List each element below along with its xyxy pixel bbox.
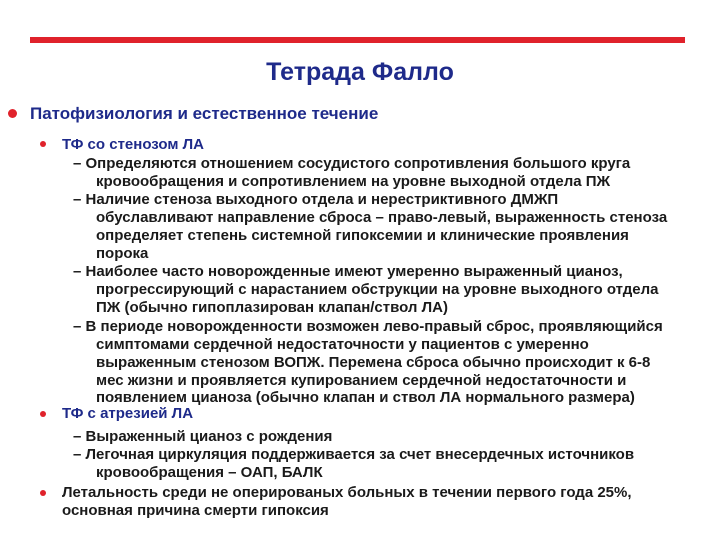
- subitem-line: обуславливают направление сброса – право-левый, выраженность стеноза: [96, 209, 668, 226]
- level2-bullet: [40, 411, 46, 417]
- subitem-line: прогрессирующий с нарастанием обструкции на уровне выходного отдела: [96, 281, 659, 298]
- subitem-line: появлением цианоза (обычно клапан и ствол ЛА нормального размера): [96, 389, 635, 406]
- subitem-line: кровообращения и сопротивлением на уровне выходной отдела ПЖ: [96, 173, 611, 190]
- subitem-line: – Определяются отношением сосудистого сопротивления большого круга: [73, 155, 631, 172]
- section-heading: Патофизиология и естественное течение: [30, 104, 379, 123]
- slide-title: Тетрада Фалло: [266, 58, 454, 86]
- subitem-line: – Наиболее часто новорожденные имеют умеренно выраженный цианоз,: [73, 263, 623, 280]
- item-label: Летальность среди не оперированых больных в течении первого года 25%,: [62, 484, 632, 501]
- subitem-line: симптомами сердечной недостаточности у пациентов с умеренно: [96, 336, 589, 353]
- level1-bullet: [8, 109, 17, 118]
- item-label-continued: основная причина смерти гипоксия: [62, 502, 329, 519]
- subitem-line: – Выраженный цианоз с рождения: [73, 428, 333, 445]
- subitem-line: – В периоде новорожденности возможен лево-правый сброс, проявляющийся: [73, 318, 663, 335]
- subitem-line: ПЖ (обычно гипоплазирован клапан/ствол ЛА): [96, 299, 448, 316]
- level2-bullet: [40, 490, 46, 496]
- subitem-line: определяет степень системной гипоксемии и клинические проявления: [96, 227, 629, 244]
- item-label: ТФ со стенозом ЛА: [62, 136, 204, 153]
- title-rule: [30, 37, 685, 43]
- subitem-line: мес жизни и проявляется купированием сердечной недостаточности и: [96, 372, 627, 389]
- subitem-line: – Наличие стеноза выходного отдела и нерестриктивного ДМЖП: [73, 191, 559, 208]
- subitem-line: – Легочная циркуляция поддерживается за счет внесердечных источников: [73, 446, 635, 463]
- subitem-line: порока: [96, 245, 149, 262]
- level2-bullet: [40, 141, 46, 147]
- subitem-line: кровообращения – ОАП, БАЛК: [96, 464, 323, 481]
- item-label: ТФ с атрезией ЛА: [62, 405, 194, 422]
- subitem-line: выраженным стенозом ВОПЖ. Перемена сброса обычно происходит к 6-8: [96, 354, 651, 371]
